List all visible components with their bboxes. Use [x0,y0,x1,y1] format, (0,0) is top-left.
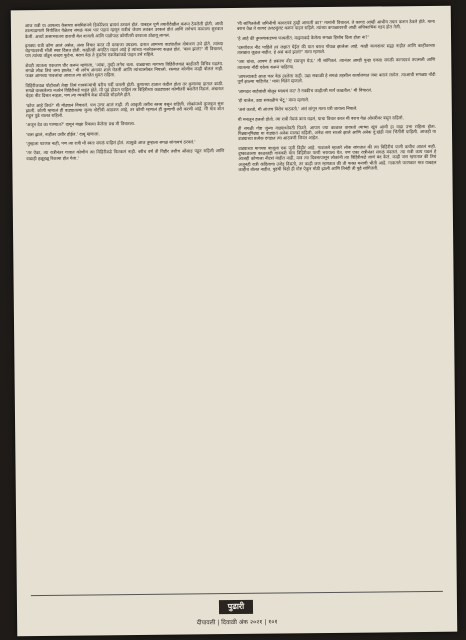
pudhari-logo: पुढारी [219,600,253,614]
left-column [25,22,229,580]
paragraph: शेवटी त्यातला एकजण धीर करून म्हणाला, 'आबा, तुम्ही लगेच चला. वाड्याच्या मागच्या विहिरीजवळ काहीतरी विचित्र घडतंय. सगळे लोक तिथं जमा झालेत.' मी लगेच अंगावर शाल घेतली आणि त्यांच्यासोबत निघालो. रस्त्यात कोणीच काही बोललं नाही. फक्त आमच्या पावलांचा आवाज त्या शांततेत घुमत राहिला. [25,61,224,80]
paragraph: 'तर ऐका, त्या रात्रीनंतर गावात कोणीच त्या विहिरीकडे फिरकलं नाही. बरीच वर्षं ती विहीर तशीच ओसाड पडून राहिली आणि वाडाही हळूहळू रिकामा होत गेला.' [26,149,225,162]
paragraph: 'हो चालेल, उद्या सकाळीच भेटू.' मामा म्हणाले. [237,98,310,104]
paragraph: 'मी सांगितलेली जमिनीची कागदपत्रं तुम्ही आणली का?' मामांनी विचारलं. ते कागद आम्ही आधीच तयार करून ठेवले होते. मामा बराच वेळ ते कागद उलटसुलट करून पाहत राहिले. त्यांच्या कपाळावरची आठी अधिकाधिक गडद होत गेली. [236,19,435,33]
paragraph: 'कोण आहे तिथं?' मी मोठ्यानं विचारलं. पण उत्तर आलं नाही. ती आकृती तशीच स्तब्ध बसून राहिली. लोकांमध्ये कुजबुज सुरू झाली. कोणी म्हणालं ही वाड्यातल्या जुन्या गोष्टींची आठवण आहे, तर कोणी म्हणालं ही कुणाची तरी करणी आहे. मी मात्र शांत राहून पुढे चालत राहिलो. [25,101,224,120]
magazine-page [11,6,458,637]
paragraph: ही सगळी गोष्ट जुन्या वाड्याभोवती फिरते. आपण ज्या काळात वावरतो त्याच्या खूप आधी हा वाडा उभा राहिला होता. पिढ्यान्‌पिढ्या या वाड्यात अनेक माणसं राहिली, अनेक सण साजरे झाले आणि अनेक दु:खंही याच भिंतींनी पाहिली. आजही या वाड्याच्या प्रत्येक दगडात त्या आठवणी जिवंत आहेत. [237,124,437,143]
paragraph: 'अजून देव का पाण्यात?' दामूनं माझा रिकामा केलेला प्रश्न मी विचारला. [25,122,136,129]
paragraph: 'आमदार साहेबांशी बोलून घ्यायचं का? ते नक्कीच काहीतरी मार्ग काढतील.' मी विचारलं. [237,88,373,95]
paragraph: 'बास झालं, नाहीतर उशीर होईल.' दामू म्हणाला. [26,132,100,138]
right-column [237,20,441,578]
paragraph: 'जरा थांबा, आपण हे प्रकरण नीट समजून घेऊ.' मी सांगितलं. त्यानंतर आम्ही पुन्हा एकदा सगळी कागदपत्रं तपासली आणि त्यातल्या नोंदी एकेक करून पाहिल्या. [237,58,436,71]
paragraph: आज रात्री या आपल्या केसच्या सबमिशनचे डिकोरेशन द्यायचं ठरवलं होतं. याबद्दल पूर्ण तयारीदेखील करून ठेवलेली होती. आधी ठरल्याप्रमाणे नियोजित वेळेतच सगळं काम पार पडावं म्हणून रात्रीचं जेवण लवकर उरकलं होतं आणि लगेचच कामाला सुरुवात केली. अर्ध्या तासाभरातच दाराची बेल वाजली आणि पाठोपाठ कोणीतरी दरवाजा ठोठावू लागलं. [24,22,223,40]
footer-rule [31,591,443,596]
paragraph: 'दस्तऐवज नीट पाहिले तर लक्षात येईल की यात बराच गोंधळ झालेला आहे. काही कागदांवर सह्या नाहीत आणि काहींवरच्या तारखाच जुळत नाहीत. हे असं कसं झालं?' मामा म्हणाले. [237,43,436,57]
paragraph: विहिरीजवळ पोहोचलो तेव्हा तिथं गावकऱ्यांची बरीच गर्दी जमली होती. कुणाच्या हातात कंदील होता तर कुणाच्या हातात काठी. सगळे घाबरलेल्या नजरेनं विहिरीकडे पाहत होते. मी पुढं होऊन पाहिलं तर विहिरीच्या कठड्यावर कोणीतरी बसलेलं दिसलं. अंधारात चेहरा नीट दिसत नव्हता, पण त्या व्यक्तीचे केस मोकळे सोडलेले होते. [25,81,224,100]
paragraph: मी मनातून हललो होतो. त्या रात्री नेमकं काय घडलं, याचा विचार करत मी बराच वेळ ओसरीवर बसून राहिलो. [237,115,404,123]
paragraph: 'हे आहे की तुमच्याकडच्या फायलीत. माझ्याकडे केलेला सगळा हिशोब दिला होता ना?' [237,35,369,42]
page-footer: दीपावली | दिवाळी अंक २०२१ | १०१ [196,618,278,627]
paragraph: 'तुम्हाला पटणार नाही, पण त्या रात्री मी स्वतः सगळं पाहिलं होतं. त्यामुळे आज तुम्हाला सगळं सांगायचं ठरवलं.' [26,140,196,148]
text-columns [25,20,441,580]
paragraph: 'असं करतो, मी आजच निरोप पाठवतो.' असं सांगून मामा घरी जायला निघाले. [237,106,358,114]
paragraph: वाड्याच्या मागच्या बाजूला एक जुनी विहीर आहे. गावातले म्हातारे लोक सांगतात की त्या विहिरीचं पाणी कधीच आटलं नाही. दुष्काळाच्या काळातही गावकरी याच विहिरीवर पाणी भरायला येत. पण एका रात्रीनंतर सगळं बदललं. त्या रात्री काय घडलं हे आजही कोणाला नीटसं माहीत नाही, मात्र त्या दिवसापासून लोकांनी त्या विहिरीकडे जाणं बंद केलं. काही जण म्हणतात की तिथं अजूनही रात्री कंदिलाचा उजेड दिसतो, तर काही जण म्हणतात की ती फक्त मनाची भीती आहे. गावातले जाणकार मात्र याबद्दल काहीच बोलत नाहीत. पुढची पिढी ही गोष्ट ऐकून मोठी झाली आणि तिनंही ती पुढे सांगितली. [238,144,437,173]
paragraph: इतक्या रात्री कोण आलं असेल, असा विचार करत मी दरवाजा उघडला. दारात आमच्या वाड्यातील दोघंजण उभे होते. त्यांच्या चेहऱ्यावरची भीती स्पष्ट दिसत होती. काहीतरी अघटित घडलं आहे हे त्यांच्या नजरेवरूनच कळत होतं. 'काय झालं?' मी विचारलं, पण त्यांच्या तोंडून शब्दच फुटेना. बराच वेळ ते नुसतेच एकमेकांकडे पाहत उभे राहिले. [25,41,224,60]
paragraph: 'आपल्याकडे आता फार वेळ उरलेला नाही. उद्या सकाळी हे सगळं तहसील कार्यालयात जमा करावं लागेल. त्याआधी सगळ्या नोंदी पूर्ण झाल्या पाहिजेत.' मामा चिंतेनं म्हणाले. [237,72,436,86]
